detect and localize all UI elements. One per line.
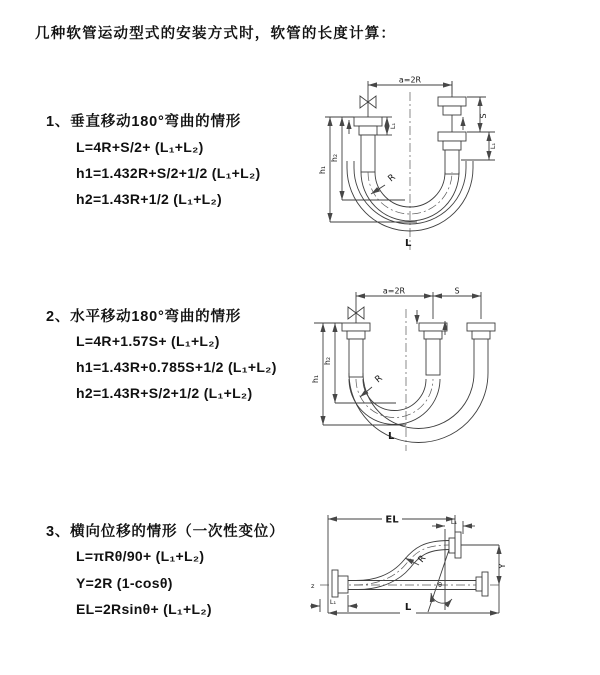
diagram-lateral-displacement (302, 502, 590, 665)
dim-label-h2: h₂ (330, 153, 339, 163)
diagram-horizontal-180-bend (306, 283, 590, 468)
dim-label-S: S (479, 113, 488, 119)
braided-hose-middle (426, 339, 440, 375)
dim-label-a2R: a=2R (382, 286, 406, 296)
dim-label-EL: EL (385, 514, 399, 526)
dim-label-L: L (388, 431, 395, 442)
dim-label-h2: h₂ (323, 356, 332, 366)
section-1-formula-L: L=4R+S/2+ (L₁+L₂) (76, 139, 204, 155)
centerline-mark: z (311, 582, 315, 590)
section-1-formula-h2: h2=1.43R+1/2 (L₁+L₂) (76, 191, 223, 207)
dim-label-R: R (373, 373, 385, 386)
dim-label-a2R: a=2R (398, 75, 422, 85)
braided-hose-left (349, 339, 363, 377)
braided-hose-right (445, 150, 459, 174)
dim-label-L1-right: L₁ (489, 142, 497, 150)
dim-label-L: L (405, 238, 412, 249)
dim-label-L1-bottom: L₁ (329, 598, 337, 606)
dim-label-L: L (404, 602, 412, 613)
section-1-heading: 1、垂直移动180°弯曲的情形 (46, 114, 242, 130)
section-3-formula-EL: EL=2Rsinθ+ (L₁+L₂) (76, 601, 212, 617)
section-2-formula-L: L=4R+1.57S+ (L₁+L₂) (76, 333, 220, 349)
section-2-heading: 2、水平移动180°弯曲的情形 (46, 309, 242, 325)
section-2-formula-h2: h2=1.43R+S/2+1/2 (L₁+L₂) (76, 385, 253, 401)
dim-label-L1-left: L₁ (389, 122, 397, 130)
dim-label-h1: h₁ (318, 165, 327, 175)
dim-label-R: R (416, 553, 429, 565)
dim-label-S: S (454, 286, 460, 296)
braided-hose-left (361, 135, 375, 172)
section-2-formula-h1: h1=1.43R+0.785S+1/2 (L₁+L₂) (76, 359, 277, 375)
dim-label-R: R (386, 172, 398, 185)
dim-label-Y: Y (498, 563, 507, 569)
section-1-formula-h1: h1=1.432R+S/2+1/2 (L₁+L₂) (76, 165, 261, 181)
diagram2-linework (314, 292, 495, 443)
dim-label-h1: h₁ (311, 374, 320, 384)
dim-label-L1-top: L₁ (450, 518, 458, 526)
dim-label-theta: θ (438, 581, 442, 589)
section-3-formula-L: L=πRθ/90+ (L₁+L₂) (76, 548, 205, 564)
page-title: 几种软管运动型式的安装方式时，软管的长度计算： (35, 26, 397, 42)
diagram-vertical-180-bend (305, 72, 580, 257)
diagram3-linework (310, 515, 499, 613)
section-3-heading: 3、横向位移的情形（一次性变位） (46, 524, 285, 540)
section-3-formula-Y: Y=2R (1-cosθ) (76, 575, 173, 591)
